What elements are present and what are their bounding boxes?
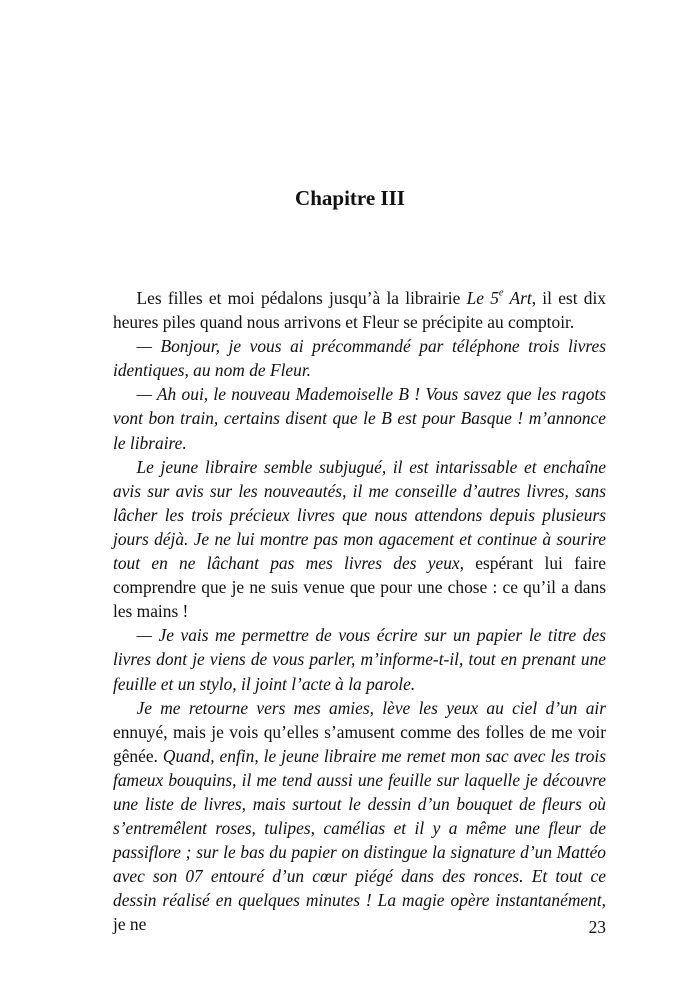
dialogue-italic: — Bonjour, je vous ai précommandé par téléphone trois livres identiques, au nom de Fleur. [113, 336, 606, 381]
paragraph [113, 334, 606, 382]
dialogue-italic: — Je vais me permettre de vous écrire sur un papier le titre des livres dont je viens de vous parler, m’informe-t-il, tout en prenant une feuille et un stylo, il joint l’acte à la parole. [113, 625, 606, 694]
dialogue-italic: — Ah oui, le nouveau Mademoiselle B ! Vous savez que les ragots vont bon train, certains disent que le B est pour Basque ! m’annonce le libraire. [113, 384, 606, 453]
text-run-italic: Le 5 [466, 288, 499, 308]
text-run: , il est dix heures piles quand nous arrivons et Fleur se précipite au comptoir. [113, 288, 606, 333]
text-run-italic: Quand, enfin, le jeune libraire me remet mon sac avec les trois fameux bouquins, il me tend aussi une feuille sur laquelle je découvre une liste de livres, mais surtout le dessin d’un bouquet de fleurs où s’entremêlent roses, tulipes, camélias et il y a même une fleur de passiflore ; sur le bas du papier on distingue la signature d’un Mattéo avec son 07 entouré d’un cœur piégé dans des ronces. Et tout ce dessin réalisé en quelques minutes ! La magie opère instantanément, [113, 745, 606, 911]
chapter-title: Chapitre III [295, 186, 405, 210]
text-run: je ne [113, 914, 147, 935]
chapter-text [113, 286, 606, 937]
page-number: 23 [588, 917, 606, 937]
text-run-italic: Le jeune libraire semble subjugué, il est intarissable et enchaîne avis sur avis sur les nouveautés, il me conseille d’autres livres, sans lâcher les trois précieux livres que nous attendons depuis plusieurs jours déjà. Je ne lui montre pas mon agacement et continue à sourire tout en ne lâchant pas mes livres des yeux, [113, 456, 606, 574]
paragraph [113, 455, 606, 624]
superscript: e [498, 287, 504, 299]
text-run-italic: Art [503, 288, 532, 308]
paragraph [113, 696, 606, 937]
paragraph [113, 382, 606, 454]
paragraph [113, 286, 606, 334]
paragraph [113, 623, 606, 695]
text-run: Les filles et moi pédalons jusqu’à la librairie [136, 288, 467, 308]
text-run: espérant lui faire comprendre que je ne suis venue que pour une chose : ce qu’il a dans les mains ! [113, 553, 606, 622]
text-run-italic: Je me retourne vers mes amies, lève les yeux au ciel d’un air [136, 697, 606, 718]
text-run: ennuyé, mais je vois qu’elles s’amusent comme des folles de me voir gênée. [113, 721, 606, 766]
